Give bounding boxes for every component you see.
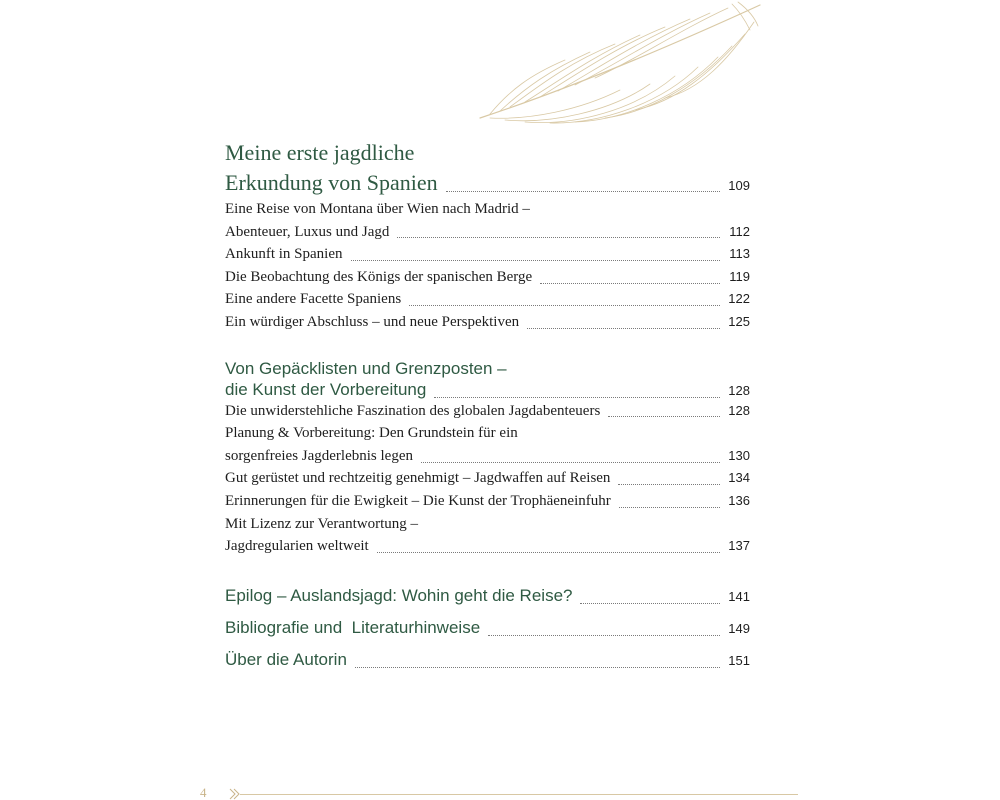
dot-leader — [351, 260, 721, 261]
dot-leader — [619, 507, 720, 508]
entry-title: Jagdregularien weltweit — [225, 538, 369, 555]
entry-title: Planung & Vorbereitung: Den Grundstein für ein — [225, 425, 518, 442]
chapter-title: Erkundung von Spanien — [225, 170, 438, 195]
page-number: 137 — [728, 538, 750, 554]
dot-leader — [397, 237, 720, 238]
feather-illustration — [470, 0, 770, 130]
toc-entry[interactable] — [225, 400, 750, 423]
toc-entry[interactable] — [225, 513, 750, 558]
chapter-title: Meine erste jagdliche — [225, 140, 415, 165]
dot-leader — [618, 484, 720, 485]
dot-leader — [540, 283, 720, 284]
page-number: 134 — [728, 470, 750, 486]
chapter-heading[interactable] — [225, 358, 750, 400]
table-of-contents — [225, 138, 750, 676]
entry-title: Ankunft in Spanien — [225, 246, 343, 263]
page-number: 130 — [728, 447, 750, 463]
page-number: 149 — [728, 620, 750, 636]
toc-entry[interactable] — [225, 243, 750, 266]
chapter-title: Über die Autorin — [225, 649, 347, 669]
entry-title: sorgenfreies Jagderlebnis legen — [225, 447, 413, 464]
page-number: 151 — [728, 652, 750, 668]
dot-leader — [446, 191, 720, 192]
page-number: 136 — [728, 492, 750, 508]
dot-leader — [608, 416, 720, 417]
section-spacer — [225, 334, 750, 358]
dot-leader — [355, 667, 720, 668]
dot-leader — [580, 603, 720, 604]
chapter-title: die Kunst der Vorbereitung — [225, 379, 427, 399]
footer-rule — [240, 794, 798, 795]
section-spacer — [225, 558, 750, 580]
entry-title: Ein würdiger Abschluss – und neue Perspektiven — [225, 313, 520, 330]
toc-entry[interactable] — [225, 311, 750, 334]
toc-entry[interactable] — [225, 198, 750, 243]
dot-leader — [434, 397, 720, 398]
chapter-heading[interactable] — [225, 612, 750, 644]
entry-title: Abenteuer, Luxus und Jagd — [225, 223, 390, 240]
chapter-title: Von Gepäcklisten und Grenzposten – — [225, 358, 507, 378]
page-number: 112 — [729, 223, 750, 239]
page-number: 128 — [728, 382, 750, 398]
toc-entry[interactable] — [225, 288, 750, 311]
page-number: 119 — [729, 268, 750, 284]
page-number: 125 — [728, 313, 750, 329]
chapter-heading[interactable] — [225, 580, 750, 612]
toc-entry[interactable] — [225, 422, 750, 467]
entry-title: Eine Reise von Montana über Wien nach Madrid – — [225, 201, 530, 217]
entry-title: Erinnerungen für die Ewigkeit – Die Kunst der Trophäeneinfuhr — [225, 492, 611, 509]
page-number: 113 — [729, 246, 750, 262]
entry-title: Eine andere Facette Spaniens — [225, 291, 402, 308]
dot-leader — [377, 552, 720, 553]
dot-leader — [488, 635, 720, 636]
page-number: 109 — [728, 178, 750, 193]
dot-leader — [409, 305, 720, 306]
dot-leader — [527, 328, 720, 329]
dot-leader — [421, 462, 720, 463]
entry-title: Gut gerüstet und rechtzeitig genehmigt – Jagdwaffen auf Reisen — [225, 470, 611, 487]
entry-title: Die unwiderstehliche Faszination des globalen Jagdabenteuers — [225, 402, 601, 419]
page-number: 122 — [728, 291, 750, 307]
chapter-heading[interactable] — [225, 138, 750, 198]
folio-page-number: 4 — [200, 785, 207, 800]
page-number: 128 — [728, 402, 750, 418]
chapter-title: Epilog – Auslandsjagd: Wohin geht die Reise? — [225, 585, 573, 605]
toc-entry[interactable] — [225, 266, 750, 289]
chapter-heading[interactable] — [225, 644, 750, 676]
entry-title: Mit Lizenz zur Verantwortung – — [225, 515, 419, 532]
toc-entry[interactable] — [225, 490, 750, 513]
chapter-title: Bibliografie und Literaturhinweise — [225, 617, 481, 637]
toc-entry[interactable] — [225, 467, 750, 490]
chevron-right-icon — [228, 786, 242, 800]
entry-title: Die Beobachtung des Königs der spanischen Berge — [225, 268, 533, 285]
page-number: 141 — [728, 588, 750, 604]
